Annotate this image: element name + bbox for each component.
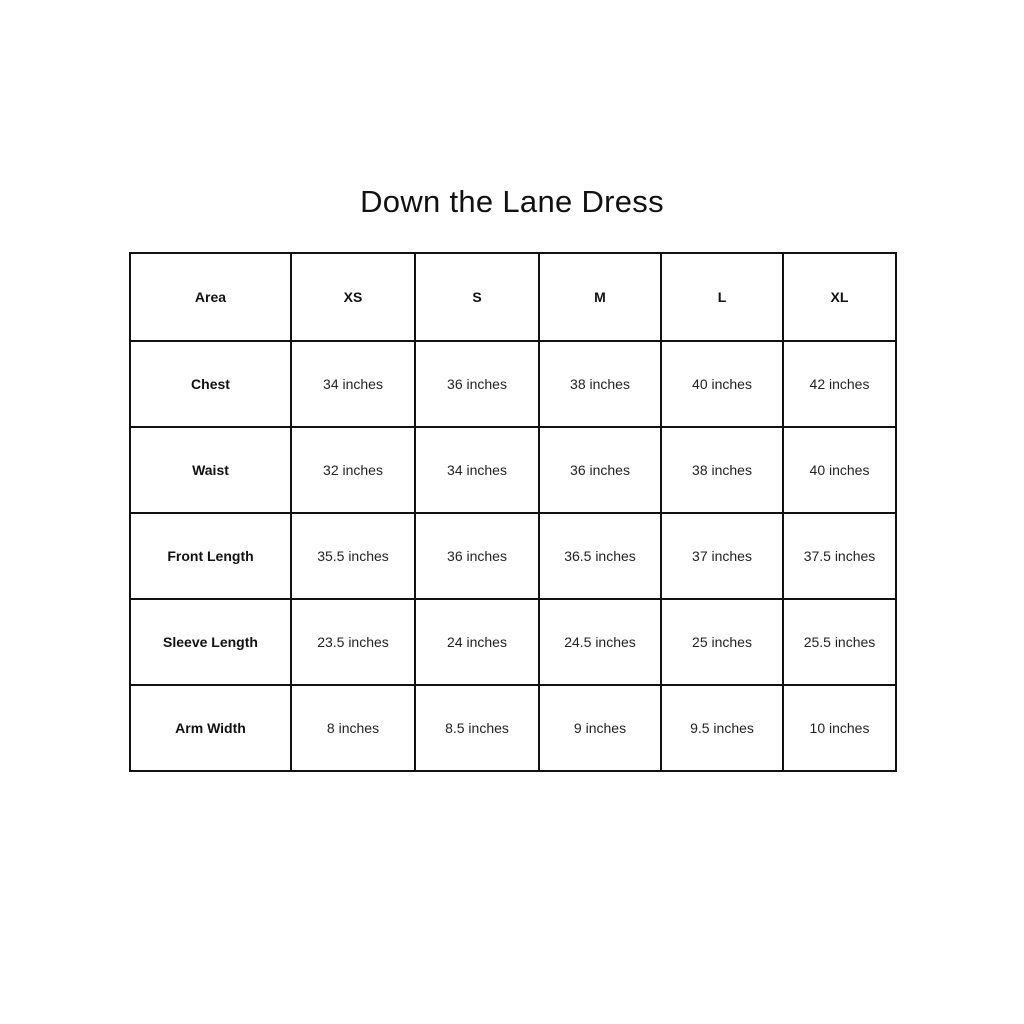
table-cell: 24.5 inches: [539, 599, 661, 685]
header-size-m: M: [539, 253, 661, 341]
table-cell: 36 inches: [415, 513, 539, 599]
table-cell: 8 inches: [291, 685, 415, 771]
table-cell: 38 inches: [539, 341, 661, 427]
page-title: Down the Lane Dress: [360, 184, 664, 219]
table-row: [130, 341, 896, 427]
table-cell: 23.5 inches: [291, 599, 415, 685]
table-header-row: [130, 253, 896, 341]
header-size-l: L: [661, 253, 783, 341]
header-size-xl: XL: [783, 253, 896, 341]
table-cell: 8.5 inches: [415, 685, 539, 771]
table-cell: 34 inches: [291, 341, 415, 427]
table-cell: 9 inches: [539, 685, 661, 771]
table-cell: 35.5 inches: [291, 513, 415, 599]
table-cell: 37.5 inches: [783, 513, 896, 599]
table-row: [130, 685, 896, 771]
row-label: Waist: [130, 427, 291, 513]
header-area: Area: [130, 253, 291, 341]
table-row: [130, 427, 896, 513]
row-label: Front Length: [130, 513, 291, 599]
table-cell: 34 inches: [415, 427, 539, 513]
table-cell: 40 inches: [783, 427, 896, 513]
row-label: Sleeve Length: [130, 599, 291, 685]
table-cell: 10 inches: [783, 685, 896, 771]
header-size-xs: XS: [291, 253, 415, 341]
table-row: [130, 599, 896, 685]
row-label: Chest: [130, 341, 291, 427]
table-cell: 25 inches: [661, 599, 783, 685]
row-label: Arm Width: [130, 685, 291, 771]
table-cell: 42 inches: [783, 341, 896, 427]
table-cell: 40 inches: [661, 341, 783, 427]
table-row: [130, 513, 896, 599]
size-chart-table: [129, 252, 897, 772]
header-size-s: S: [415, 253, 539, 341]
table-cell: 38 inches: [661, 427, 783, 513]
table-cell: 24 inches: [415, 599, 539, 685]
table-cell: 32 inches: [291, 427, 415, 513]
table-cell: 25.5 inches: [783, 599, 896, 685]
table-cell: 36 inches: [539, 427, 661, 513]
table-cell: 36.5 inches: [539, 513, 661, 599]
table-cell: 37 inches: [661, 513, 783, 599]
table-cell: 36 inches: [415, 341, 539, 427]
table-cell: 9.5 inches: [661, 685, 783, 771]
